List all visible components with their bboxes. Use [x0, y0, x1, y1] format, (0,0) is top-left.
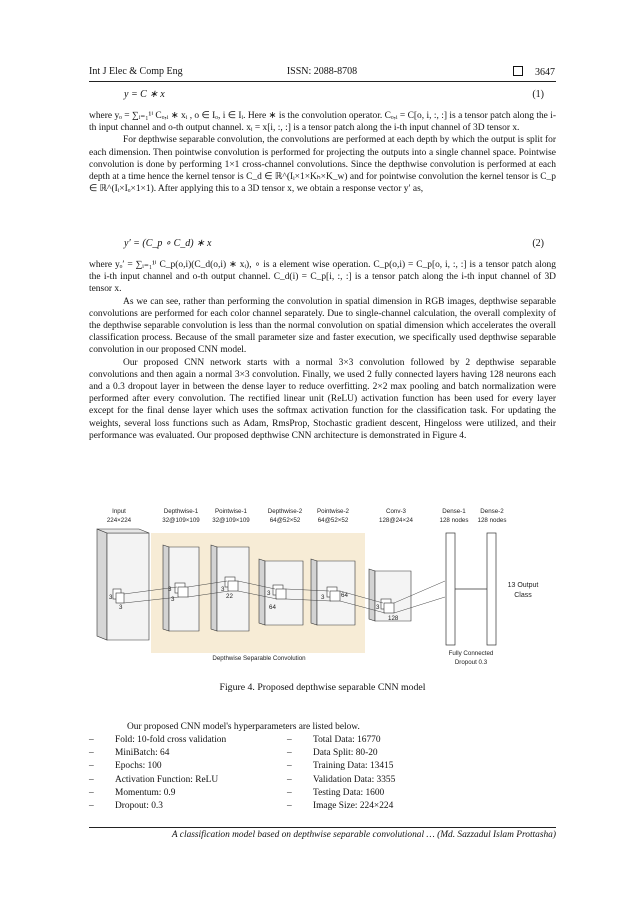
kernel-label-pw1-b: 22 — [226, 593, 233, 600]
journal-name: Int J Elec & Comp Eng — [89, 66, 183, 77]
kernel-label-input: 3 — [109, 594, 113, 601]
kernel-label-c3: 3 — [376, 604, 380, 611]
page-number: 3647 — [535, 67, 555, 78]
square-icon — [513, 66, 523, 76]
hyperparameters-right-list — [287, 734, 395, 813]
conv-3-slab — [369, 569, 411, 622]
layer-dims-depthwise-2: 64@52×52 — [269, 517, 301, 524]
layer-title-input: Input — [112, 508, 126, 515]
cnn-architecture-diagram — [89, 505, 556, 670]
dense-2-bar — [487, 533, 496, 645]
body-block-1 — [89, 110, 556, 195]
layer-dims-dense-1: 128 nodes — [439, 517, 469, 524]
output-label-1: 13 Output — [507, 582, 539, 589]
equation-1-expr: y = C ∗ x — [124, 89, 165, 100]
list-item: – Fold: 10-fold cross validation — [89, 734, 226, 747]
dense-1-bar — [446, 533, 455, 645]
layer-title-depthwise-1: Depthwise-1 — [163, 508, 199, 515]
list-item: – Epochs: 100 — [89, 760, 226, 773]
equation-1-number: (1) — [532, 89, 544, 100]
equation-2 — [89, 238, 556, 252]
paragraph-network: Our proposed CNN network starts with a normal 3×3 convolution followed by 2 depthwise separable convolutions and then again a normal 3×3 convolution. Finally, we used 2 fully connected layers having 128 neurons each and a 0.3 dropout layer in between the dense layer to reduce overfitting. 2×2 max pooling and batch normalization were performed after every convolution. The rectified linear unit (ReLU) activation function has been used for every layer except for the final dense layer which uses the softmax activation function for the classification task. For updating the weights, several loss functions such as Adam, RmsProp, Stochastic gradient descent, Hingeloss were utilized, and their performance was evaluated. Our proposed depthwise CNN architecture is demonstrated in Figure 4. — [89, 357, 556, 441]
page-number-wrap — [513, 66, 555, 78]
layer-dims-depthwise-1: 32@109×109 — [162, 517, 200, 524]
kernel-label-pw2-b: 64 — [341, 592, 348, 599]
list-item: – Testing Data: 1600 — [287, 787, 395, 800]
paragraph-where-2: where yₒ′ = ∑ᵢ₌₁¹ⁱ C_p(o,i)(C_d(o,i) ∗ xᵢ), ∘ is a element wise operation. C_p(o,i) = C_p[o, i, :, :] is a tensor patch along the i-th input channel and o-th output channel. C_d(i) = C_p[i, :, :] is a tensor patch along the i-th input channel of 3D tensor x. — [89, 260, 556, 295]
kernel-label-dw2: 3 — [267, 590, 271, 597]
list-item: – Validation Data: 3355 — [287, 774, 395, 787]
input-layer-slab — [97, 529, 149, 640]
layer-title-dense-1: Dense-1 — [442, 508, 466, 515]
list-item: – Data Split: 80-20 — [287, 747, 395, 760]
kernel-label-dw1-b: 3 — [171, 596, 175, 603]
output-label-2: Class — [514, 592, 532, 599]
equation-2-expr: y′ = (C_p ∘ C_d) ∗ x — [124, 238, 212, 249]
layer-dims-pointwise-2: 64@52×52 — [317, 517, 349, 524]
paragraph-depthwise: For depthwise separable convolution, the convolutions are performed at each depth by which the output is split for each dimension. Then pointwise convolution is performed for projecting the outputs into a single channel space. Pointwise convolution is done by performing 1×1 cross-channel convolutions. Since the depthwise convolution is performed at each depth at a time hence the kernel tensor is C_d ∈ ℝ^(Iᵢ×1×Kₕ×K_w) and for pointwise convolution the kernel tensor is C_p ∈ ℝ^(Iᵢ×Iₒ×1×1). After applying this to a 3D tensor x, we obtain a response vector y′ as, — [89, 135, 556, 195]
kernel-label-pw1: 3 — [221, 586, 225, 593]
hyperparameters-intro: Our proposed CNN model's hyperparameters are listed below. — [127, 722, 360, 732]
kernel-label-dw1: 3 — [168, 586, 172, 593]
layer-dims-input: 224×224 — [106, 517, 132, 524]
layer-title-pointwise-1: Pointwise-1 — [215, 508, 247, 515]
pointwise-2-slab — [311, 559, 355, 625]
fc-label-2: Dropout 0.3 — [454, 659, 488, 666]
layer-dims-conv-3: 128@24×24 — [379, 517, 413, 524]
page-header — [89, 66, 555, 80]
equation-1 — [89, 89, 556, 103]
layer-title-conv-3: Conv-3 — [386, 508, 406, 515]
figure-4 — [89, 505, 556, 670]
body-block-2 — [89, 259, 556, 442]
page-footer: A classification model based on depthwise separable convolutional … (Md. Sazzadul Islam Prottasha) — [171, 830, 556, 840]
kernel-label-dw2-b: 64 — [269, 604, 276, 611]
kernel-label-pw2: 3 — [321, 594, 325, 601]
list-item: – Activation Function: ReLU — [89, 774, 226, 787]
equation-2-number: (2) — [532, 238, 544, 249]
fc-label-1: Fully Connected — [448, 650, 494, 657]
header-rule — [89, 81, 556, 82]
layer-title-dense-2: Dense-2 — [480, 508, 504, 515]
hyperparameters-left-list — [89, 734, 226, 813]
paragraph-rgb: As we can see, rather than performing the convolution in spatial dimension in RGB images, depthwise separable convolutions are performed for each color channel separately. Due to single-channel calculation, the overall complexity of the depthwise separable convolution is less than the normal convolution on spatial dimension which accelerates the overall classification process. Because of the small parameter size and faster execution, we specifically used depthwise separable convolution in our proposed CNN model. — [89, 296, 556, 356]
paragraph-where-1: where yₒ = ∑ᵢ₌₁¹ⁱ Cₒ,ᵢ ∗ xᵢ , o ∈ Iₒ, i ∈ Iᵢ. Here ∗ is the convolution operator. Cₒ,ᵢ = C[o, i, :, :] is a tensor patch along the i-th input channel and o-th output channel. xᵢ = x[i, :, :] is a tensor patch along the i-th input channel of 3D tensor x. — [89, 111, 556, 134]
issn: ISSN: 2088-8708 — [286, 66, 358, 77]
list-item: – MiniBatch: 64 — [89, 747, 226, 760]
layer-title-depthwise-2: Depthwise-2 — [267, 508, 303, 515]
layer-dims-pointwise-1: 32@109×109 — [212, 517, 250, 524]
list-item: – Dropout: 0.3 — [89, 800, 226, 813]
kernel-label-input-b: 3 — [119, 604, 123, 611]
kernel-label-c3-b: 128 — [388, 615, 399, 622]
list-item: – Total Data: 16770 — [287, 734, 395, 747]
list-item: – Momentum: 0.9 — [89, 787, 226, 800]
layer-title-pointwise-2: Pointwise-2 — [317, 508, 349, 515]
depthwise-2-slab — [259, 559, 303, 625]
list-item: – Training Data: 13415 — [287, 760, 395, 773]
footer-rule — [89, 827, 556, 828]
list-item: – Image Size: 224×224 — [287, 800, 395, 813]
pointwise-1-slab — [211, 545, 249, 631]
figure-caption: Figure 4. Proposed depthwise separable CNN model — [219, 682, 426, 693]
dsc-label: Depthwise Separable Convolution — [212, 655, 306, 662]
layer-dims-dense-2: 128 nodes — [477, 517, 507, 524]
